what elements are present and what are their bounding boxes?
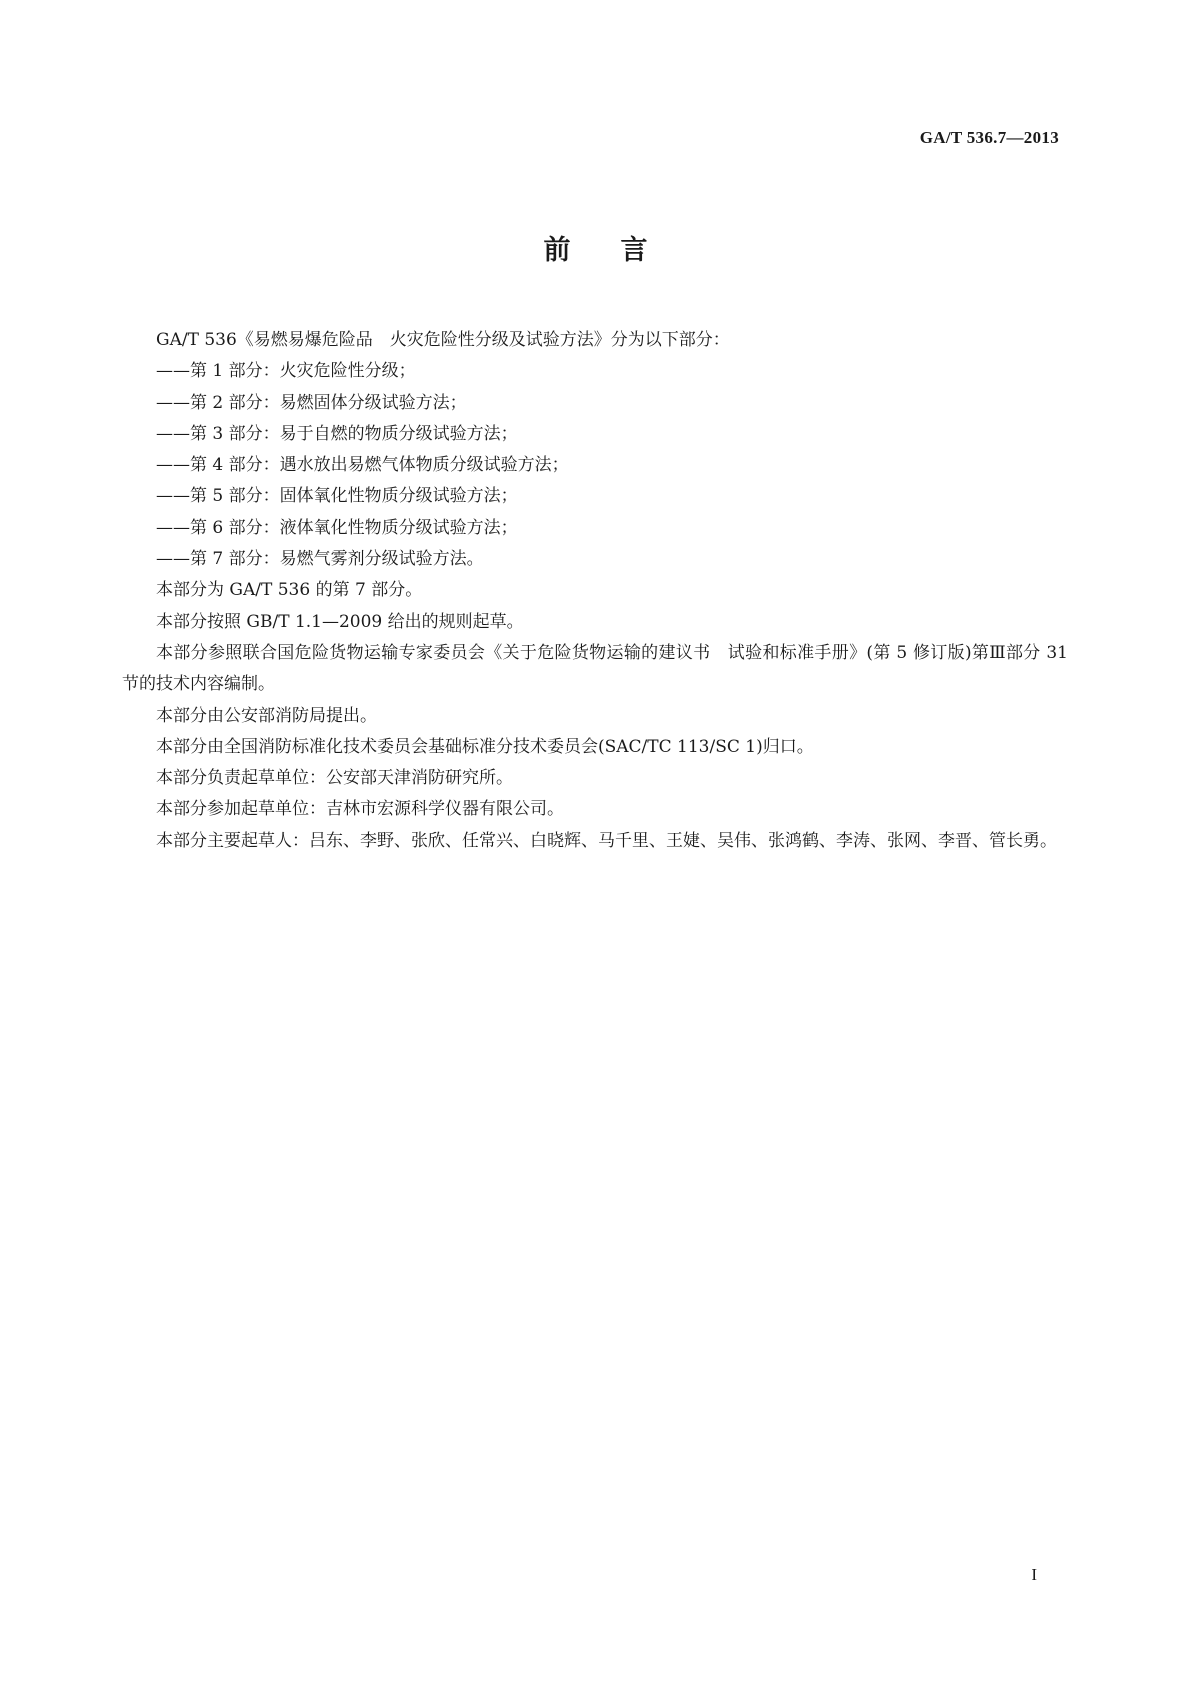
foreword-body: [122, 325, 1068, 857]
title-char-1: 前: [543, 235, 571, 266]
list-item-part-6: ——第 6 部分：液体氧化性物质分级试验方法；: [156, 517, 518, 538]
list-item-part-7: ——第 7 部分：易燃气雾剂分级试验方法。: [156, 549, 484, 570]
paragraph-part-statement: 本部分为 GA/T 536 的第 7 部分。: [156, 580, 423, 601]
page-title: [0, 228, 1191, 267]
page-number: I: [1031, 1565, 1037, 1584]
list-item-part-5: ——第 5 部分：固体氧化性物质分级试验方法；: [156, 486, 518, 507]
standard-code-header: GA/T 536.7—2013: [919, 128, 1059, 147]
list-item-part-1: ——第 1 部分：火灾危险性分级；: [156, 361, 416, 382]
list-item-part-2: ——第 2 部分：易燃固体分级试验方法；: [156, 392, 467, 413]
paragraph-responsible-unit: 本部分负责起草单位：公安部天津消防研究所。: [156, 768, 513, 789]
paragraph-drafting-rules: 本部分按照 GB/T 1.1—2009 给出的规则起草。: [156, 611, 524, 632]
list-item-part-4: ——第 4 部分：遇水放出易燃气体物质分级试验方法；: [156, 455, 569, 476]
list-item-part-3: ——第 3 部分：易于自燃的物质分级试验方法；: [156, 423, 518, 444]
paragraph-series-intro: GA/T 536《易燃易爆危险品 火灾危险性分级及试验方法》分为以下部分：: [156, 330, 730, 350]
paragraph-reference: 本部分参照联合国危险货物运输专家委员会《关于危险货物运输的建议书 试验和标准手册》(第 5 修订版)第Ⅲ部分 31 节的技术内容编制。: [122, 642, 1068, 695]
paragraph-drafters: 本部分主要起草人：吕东、李野、张欣、任常兴、白晓辉、马千里、王婕、吴伟、张鸿鹤、李涛、张网、李晋、管长勇。: [156, 830, 1057, 851]
title-char-2: 言: [620, 235, 648, 266]
paragraph-committee: 本部分由全国消防标准化技术委员会基础标准分技术委员会(SAC/TC 113/SC 1)归口。: [156, 736, 814, 757]
paragraph-proposer: 本部分由公安部消防局提出。: [156, 705, 377, 726]
paragraph-participating-unit: 本部分参加起草单位：吉林市宏源科学仪器有限公司。: [156, 799, 564, 820]
